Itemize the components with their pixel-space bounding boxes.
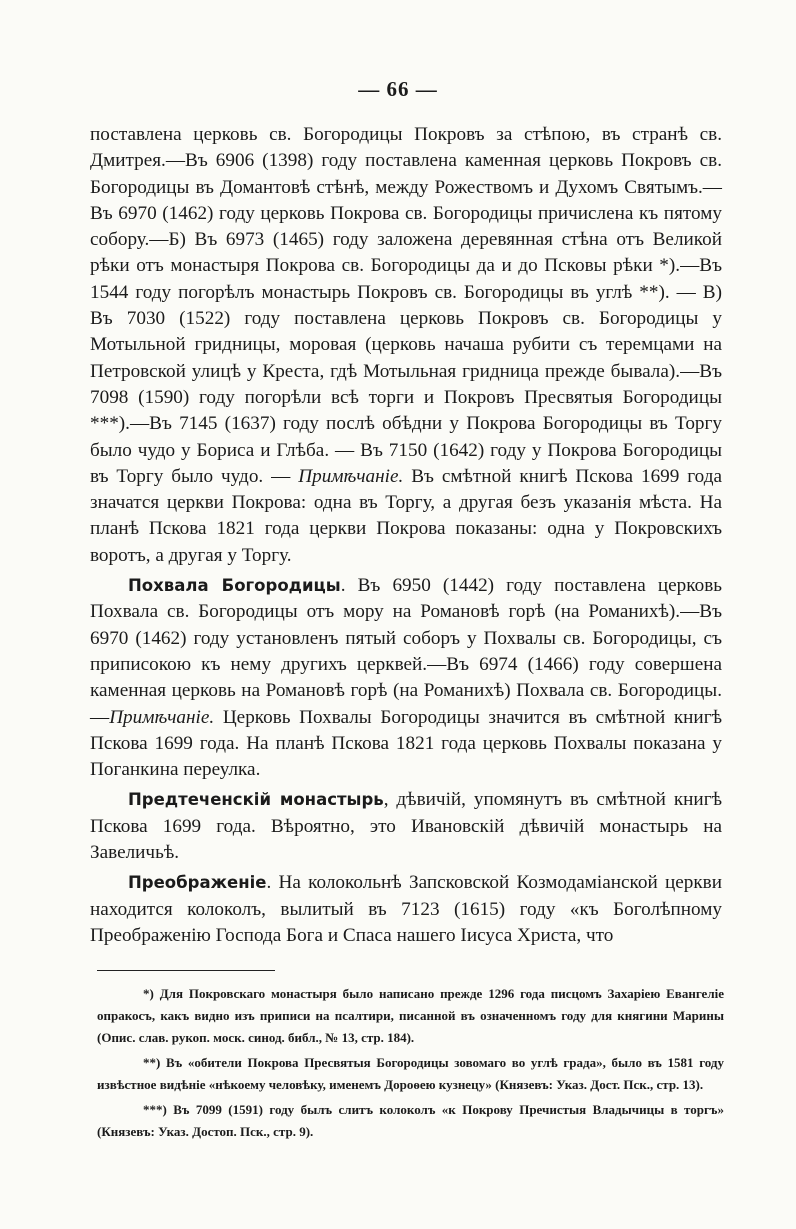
section-heading: Предтеченскій монастырь [128,790,384,810]
paragraph-text: , дѣвичій, упомянутъ въ смѣтной книгѣ Пскова 1699 года. Вѣроятно, это Ивановскій дѣвичій монастырь на Завеличьѣ. [90,789,722,864]
main-text [90,122,722,949]
paragraph-text: . На колокольнѣ Запсковской Козмодаміанской церкви находится колоколъ, вылитый въ 7123 (1615) году «къ Боголѣпному Преображенію Господа Бога и Спаса нашего Іисуса Христа, что [90,872,722,946]
footnote-divider [97,970,275,971]
paragraph-preobrazhenie [90,870,722,949]
section-heading: Преображеніе [128,873,267,893]
paragraph-predtechensky [90,787,722,866]
paragraph-pokrov [90,122,722,569]
paragraph-text: . Въ 6950 (1442) году поставлена церковь Похвала св. Богородицы отъ мору на Романовѣ горѣ (на Романихѣ).—Въ 6970 (1462) году установленъ пятый соборъ у Похвалы св. Богородицы, съ приписокою къ нему другихъ церквей.—Въ 6974 (1466) году совершена каменная церковь на Романовѣ горѣ (на Романихѣ) Похвала св. Богородицы.— [90,575,722,728]
footnotes [97,983,724,1146]
page-number: — 66 — [358,77,438,101]
paragraph-pokhvala [90,573,722,783]
note-label: Примѣчаніе. [298,465,404,487]
footnote: **) Въ «обители Покрова Пресвятыя Богородицы зовомаго во углѣ града», было въ 1581 году извѣстное видѣніе «нѣкоему человѣку, именемъ Дороѳею кузнецу» (Князевъ: Указ. Дост. Пск., стр. 13). [97,1055,724,1092]
footnote: ***) Въ 7099 (1591) году былъ слитъ колоколъ «к Покрову Пречистыя Владычицы в торгъ» (Князевъ: Указ. Достоп. Пск., стр. 9). [97,1102,724,1139]
section-heading: Похвала Богородицы [128,576,341,596]
paragraph-text: Въ смѣтной книгѣ Пскова 1699 года значатся церкви Покрова: одна въ Торгу, а другая безъ указанія мѣста. На планѣ Пскова 1821 года церкви Покрова показаны: одна у Покровскихъ воротъ, а другая у Торгу. [90,465,722,566]
footnote: *) Для Покровскаго монастыря было написано прежде 1296 года писцомъ Захаріею Евангеліе опракосъ, какъ видно изъ приписи на псалтири, писанной въ означенномъ году для княгини Марины (Опис. слав. рукоп. моск. синод. библ., № 13, стр. 184). [97,986,724,1045]
note-label: Примѣчаніе. [109,706,215,728]
paragraph-text: поставлена церковь св. Богородицы Покровъ за стѣпою, въ странѣ св. Дмитрея.—Въ 6906 (1398) году поставлена каменная церковь Покровъ св. Богородицы въ Домантовѣ стѣнѣ, между Рожествомъ и Духомъ Святымъ.—Въ 6970 (1462) году церковь Покрова св. Богородицы причислена къ пятому собору.—Б) Въ 6973 (1465) году заложена деревянная стѣна отъ Великой рѣки отъ монастыря Покрова св. Богородицы да и до Псковы рѣки *).—Въ 1544 году погорѣлъ монастырь Покровъ св. Богородицы въ углѣ **). — В) Въ 7030 (1522) году поставлена церковь Покровъ св. Богородицы у Мотыльной гридницы, моровая (церковь начаша рубити съ теремцами на Петровской улицѣ у Креста, гдѣ Мотыльная гридница прежде бывала).—Въ 7098 (1590) году погорѣли всѣ торги и Покровъ Пресвятыя Богородицы ***).—Въ 7145 (1637) году послѣ обѣдни у Покрова Богородицы въ Торгу было чудо у Бориса и Глѣба. — Въ 7150 (1642) году у Покрова Богородицы въ Торгу было чудо. — [90,124,722,487]
paragraph-text: Церковь Похвалы Богородицы значится въ смѣтной книгѣ Пскова 1699 года. На планѣ Пскова 1821 года церковь Похвалы показана у Поганкина переулка. [90,706,722,781]
